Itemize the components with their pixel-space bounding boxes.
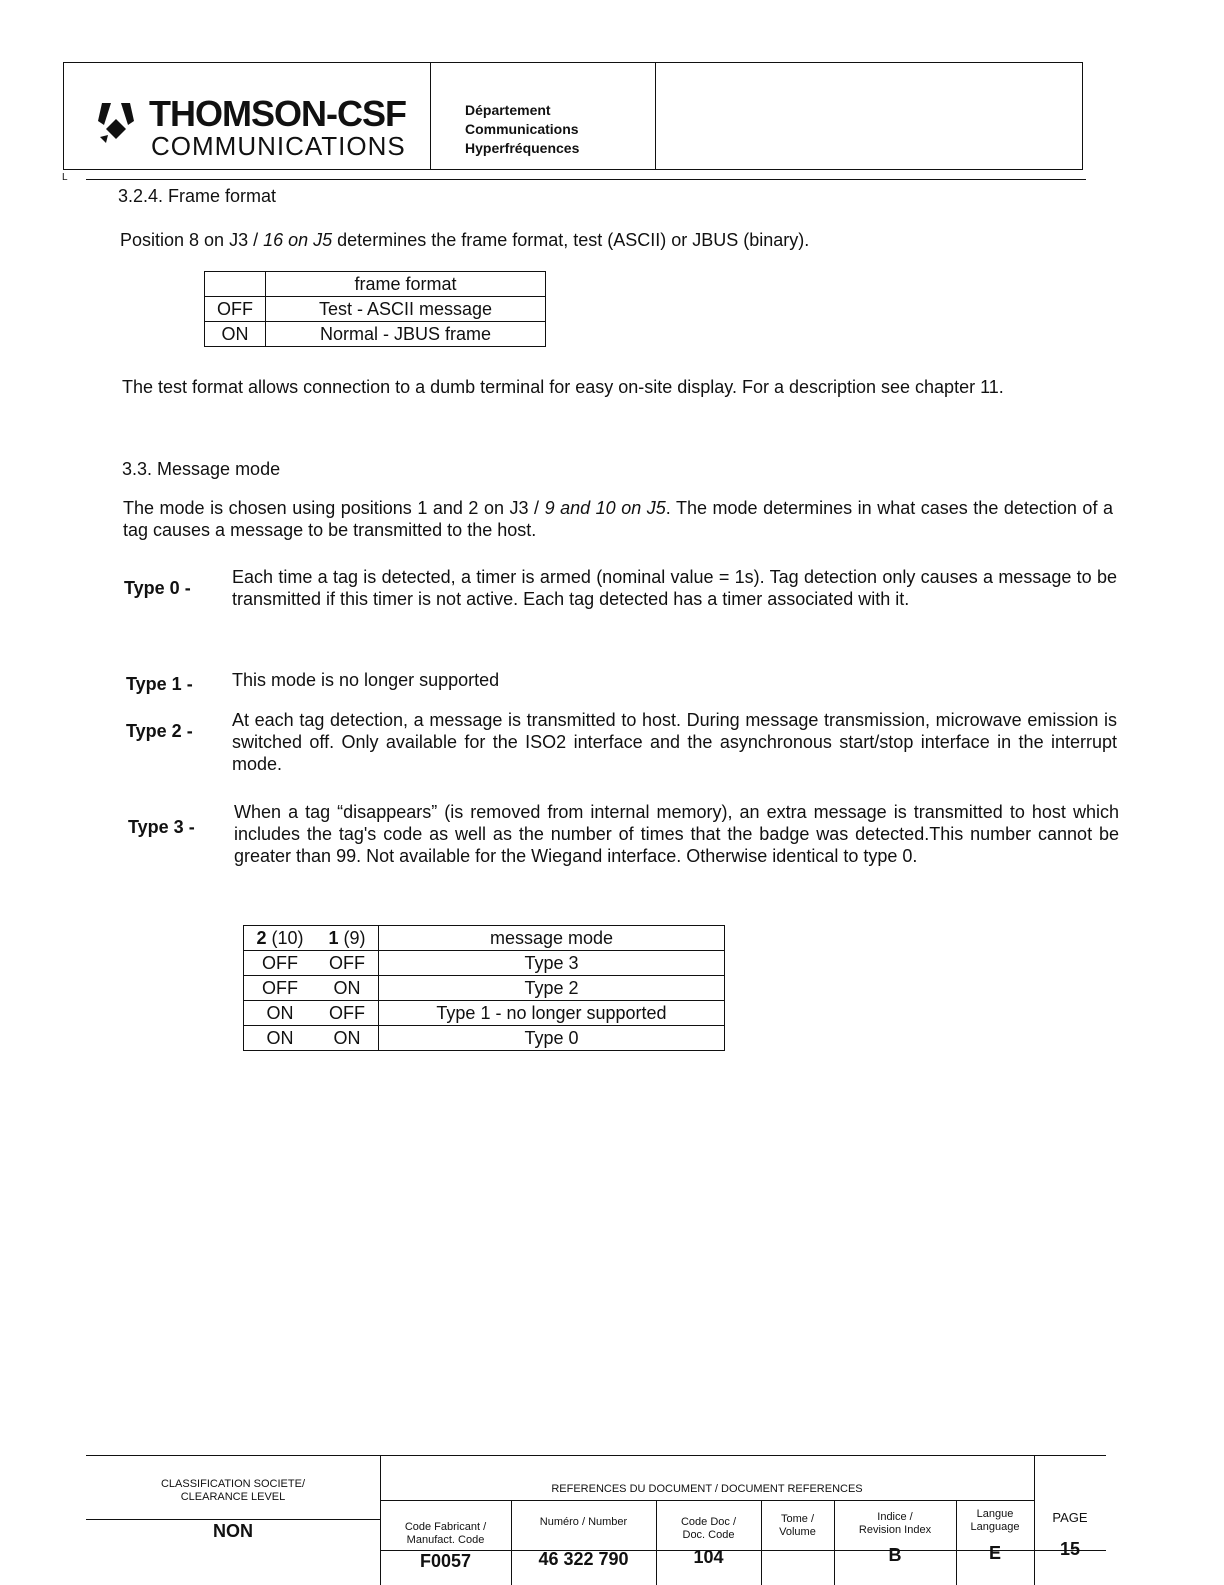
volume-label	[761, 1513, 834, 1539]
table-cell: Type 2	[379, 976, 725, 1001]
type-description: This mode is no longer supported	[232, 670, 500, 690]
header-rule	[86, 179, 1086, 180]
doc-code-label	[656, 1516, 761, 1542]
page-value: 15	[1059, 1539, 1081, 1559]
col-bold: 2	[256, 928, 267, 948]
col-rest: (9)	[338, 928, 366, 948]
type-description: At each tag detection, a message is transmitted to host. During message transmission, microwave emission is switched off. Only available for the ISO2 interface and the asynchronous start/stop interface in the interrupt mode.	[232, 710, 1117, 774]
label-line: Language	[970, 1521, 1020, 1533]
table-cell: OFF	[316, 1001, 379, 1026]
department-block	[431, 63, 656, 169]
table-header-row	[205, 272, 546, 297]
label-line: Code Doc /	[680, 1516, 737, 1528]
frame-format-note: The test format allows connection to a dumb terminal for easy on-site display. For a description see chapter 11.	[122, 377, 1004, 397]
intro-text: The mode is chosen using positions 1 and 2 on J3 /	[123, 498, 545, 518]
footer-divider	[380, 1500, 1034, 1501]
brand-name: THOMSON-CSF	[149, 93, 406, 134]
dept-line: Hyperfréquences	[465, 140, 580, 156]
col-rest: (10)	[266, 928, 304, 948]
classification-label	[86, 1478, 380, 1504]
revision-value: B	[888, 1545, 902, 1565]
dept-line: Communications	[465, 121, 579, 137]
table-cell: Type 1 - no longer supported	[379, 1001, 725, 1026]
table-cell: OFF	[244, 951, 317, 976]
label-line: Indice /	[877, 1511, 913, 1523]
document-header	[63, 62, 1083, 170]
table-header	[244, 926, 317, 951]
table-cell: Type 3	[379, 951, 725, 976]
table-cell: ON	[205, 322, 266, 347]
document-footer	[86, 1455, 1106, 1585]
table-cell: OFF	[244, 976, 317, 1001]
message-mode-intro	[123, 497, 1113, 541]
table-cell: OFF	[205, 297, 266, 322]
label-line: Manufact. Code	[406, 1534, 485, 1546]
references-title: REFERENCES DU DOCUMENT / DOCUMENT REFERENCES	[551, 1483, 863, 1495]
table-cell: Test - ASCII message	[266, 297, 546, 322]
label-line: Langue	[976, 1508, 1014, 1520]
label-line: CLEARANCE LEVEL	[180, 1491, 286, 1503]
intro-italic: 16 on J5	[263, 230, 333, 250]
language-value: E	[988, 1543, 1001, 1563]
table-header: message mode	[379, 926, 725, 951]
dept-line: Département	[465, 102, 551, 118]
language-label	[956, 1508, 1034, 1534]
intro-italic: 9 and 10 on J5	[544, 498, 666, 518]
table-row	[244, 1001, 725, 1026]
revision-label	[834, 1511, 956, 1537]
col-bold: 1	[328, 928, 339, 948]
table-cell: OFF	[316, 951, 379, 976]
section-heading-frame-format: 3.2.4. Frame format	[118, 186, 277, 206]
frame-format-intro	[120, 229, 920, 251]
intro-text: determines the frame format, test (ASCII) or JBUS (binary).	[332, 230, 810, 250]
table-row	[244, 1026, 725, 1051]
label-line: Doc. Code	[682, 1529, 735, 1541]
section-heading-message-mode: 3.3. Message mode	[122, 459, 281, 479]
footer-divider	[656, 1500, 657, 1585]
doc-code-value: 104	[693, 1547, 724, 1567]
manuf-code-value: F0057	[419, 1551, 472, 1571]
type-description: Each time a tag is detected, a timer is armed (nominal value = 1s). Tag detection only causes a message to be transmitted if this timer is not active. Each tag detected has a timer associated with it.	[232, 567, 1117, 609]
footer-divider	[86, 1519, 380, 1520]
footer-divider	[511, 1500, 512, 1585]
company-logo	[64, 63, 431, 169]
type-label: Type 3 -	[128, 817, 195, 837]
page-label: PAGE	[1052, 1510, 1088, 1525]
classification-value: NON	[213, 1521, 253, 1541]
table-row	[244, 951, 725, 976]
intro-text: . The mode determines in what cases the detection of a tag causes a message to be transmitted to the host.	[123, 498, 1113, 540]
table-cell: ON	[244, 1026, 317, 1051]
brand-subtitle: COMMUNICATIONS	[151, 131, 406, 161]
number-value: 46 322 790	[538, 1549, 629, 1569]
table-cell: ON	[316, 976, 379, 1001]
label-line: CLASSIFICATION SOCIETE/	[160, 1478, 306, 1490]
table-row	[205, 297, 546, 322]
table-cell: ON	[316, 1026, 379, 1051]
type-label: Type 1 -	[126, 674, 193, 694]
manuf-code-label	[380, 1521, 511, 1547]
intro-text: Position 8 on J3 /	[120, 230, 264, 250]
corner-mark: L	[62, 172, 68, 183]
table-cell	[205, 272, 266, 297]
label-line: Code Fabricant /	[404, 1521, 487, 1533]
header-blank-cell	[656, 63, 1082, 169]
table-row	[205, 322, 546, 347]
table-header-row	[244, 926, 725, 951]
type-label: Type 2 -	[126, 721, 193, 741]
table-cell: Normal - JBUS frame	[266, 322, 546, 347]
label-line: Volume	[779, 1526, 816, 1538]
table-row	[244, 976, 725, 1001]
table-cell: Type 0	[379, 1026, 725, 1051]
number-label: Numéro / Number	[539, 1516, 628, 1528]
table-cell: ON	[244, 1001, 317, 1026]
label-line: Revision Index	[858, 1524, 932, 1536]
label-line: Tome /	[780, 1513, 814, 1525]
type-description: When a tag “disappears” (is removed from internal memory), an extra message is transmitted to host which includes the tag's code as well as the number of times that the badge was detected.This number cannot be greater than 99. Not available for the Wiegand interface. Otherwise identical to type 0.	[234, 802, 1119, 866]
thomson-logo-icon	[98, 101, 134, 145]
type-label: Type 0 -	[124, 578, 191, 598]
table-header	[316, 926, 379, 951]
message-mode-table	[243, 925, 725, 1051]
frame-format-table	[204, 271, 546, 347]
table-header: frame format	[266, 272, 546, 297]
